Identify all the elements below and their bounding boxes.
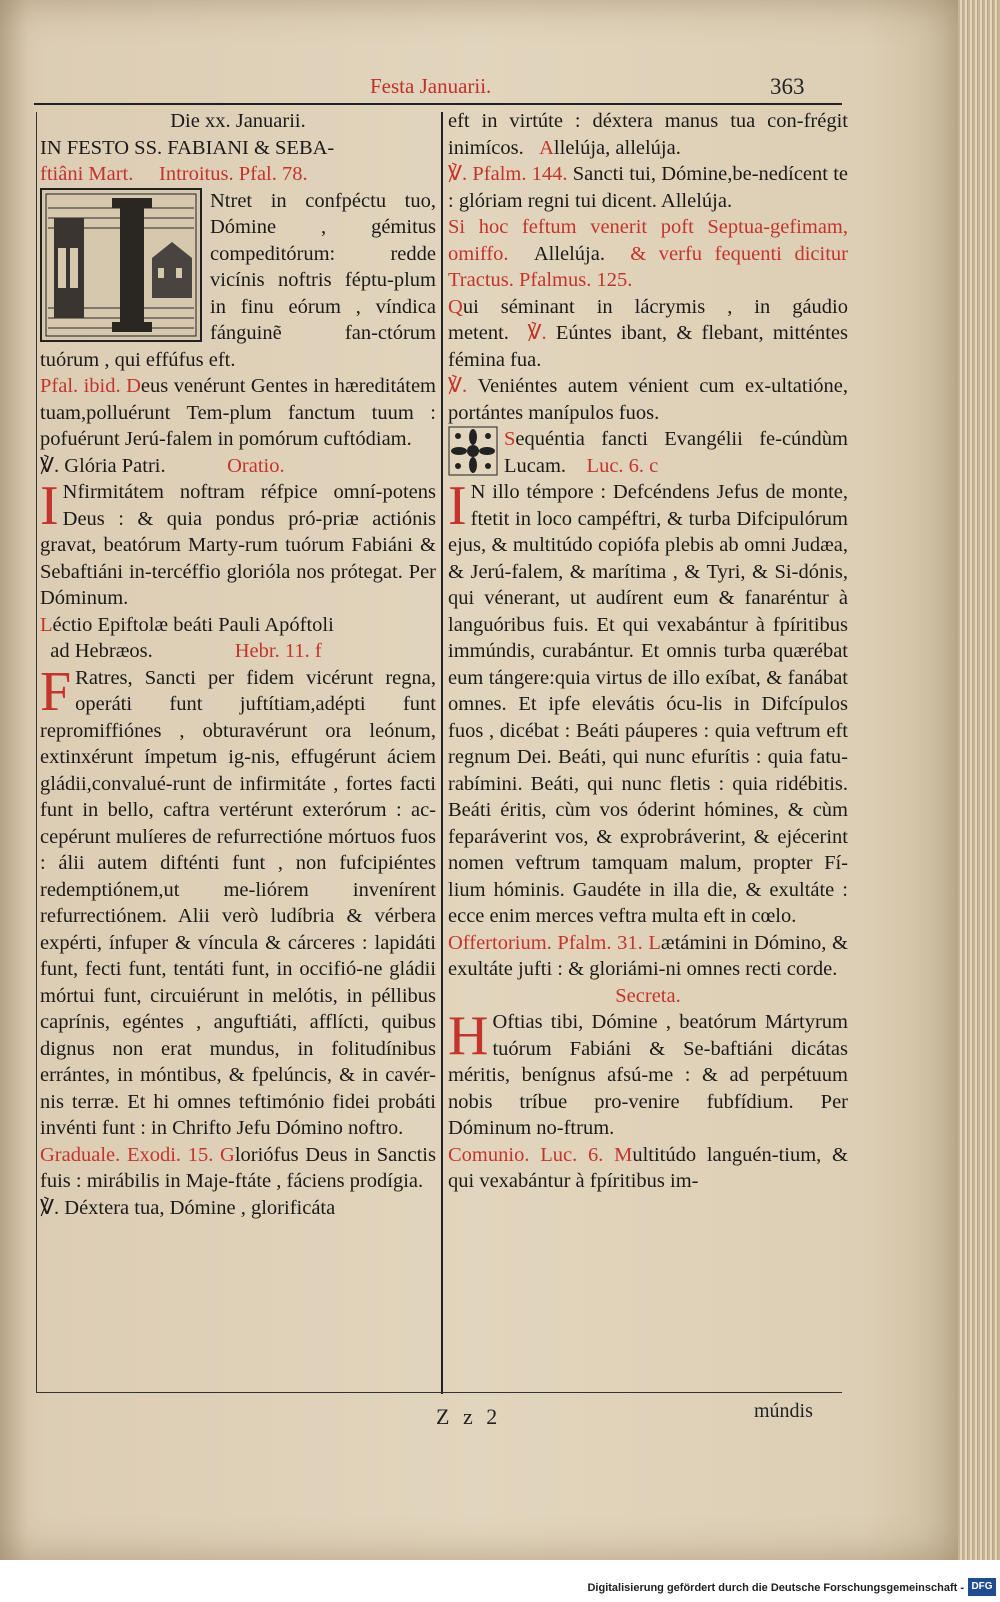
alleluia-line: eft in virtúte : déxtera manus tua con-frégit inimícos. Allelúja, allelúja. — [448, 110, 848, 159]
communio-text: Comunio. Luc. 6. Multitúdo languén-tium, & qui vexabántur à fpíritibus im- — [448, 1143, 848, 1192]
dfg-logo: DFG — [968, 1578, 996, 1596]
lectio-heading-cont: ad Hebræos. Hebr. 11. f — [50, 640, 322, 662]
running-head: Festa Januarii. — [370, 74, 492, 98]
page-edge — [958, 0, 1000, 1560]
psalm-verse: Pfal. ibid. Deus venérunt Gentes in hæreditátem tuam,polluérunt Tem-plum fanctum tuum : pofuérunt Jerú-falem in pomórum cuftódiam. — [40, 375, 437, 450]
offertorium-text: Offertorium. Pfalm. 31. Lætámini in Dómino, & exultáte jufti : & gloriámi-ni omnes recti corde. — [448, 931, 848, 980]
feast-title: IN FESTO SS. FABIANI & SEBA- — [40, 136, 335, 159]
feast-date: Die xx. Januarii. — [170, 110, 306, 132]
page-number: 363 — [770, 74, 805, 99]
gloria-line: ℣. Glória Patri. Oratio. — [40, 454, 285, 477]
lectio-heading: Léctio Epiftolæ beáti Pauli Apóftoli — [40, 613, 334, 636]
column-rule — [441, 112, 443, 1394]
psalm-144: ℣. Pfalm. 144. Sancti tui, Dómine,be-nedícent te : glóriam regni tui dicent. Allelúja. — [448, 163, 848, 212]
catchword: múndis — [754, 1400, 813, 1422]
top-rule — [34, 103, 842, 105]
right-column — [448, 108, 848, 1195]
left-border-rule — [36, 112, 37, 1392]
secreta-text: H Oftias tibi, Dómine , beatórum Mártyrum tuórum Fabiáni & Se-baftiáni dicátas méritis, benígnus afsú-me : & ad perpétuum nobis tríbue pro-venire fubfídium. Per Dóminum no-ftrum. — [448, 1005, 848, 1139]
graduale-text: Graduale. Exodi. 15. Gloriófus Deus in Sanctis fuis : mirábilis in Maje-ftáte , fáciens prodígia. — [40, 1143, 436, 1192]
secreta-heading: Secreta. — [615, 984, 681, 1007]
gospel-text: I N illo témpore : Defcéndens Jefus de monte, ftetit in loco campéftri, & turba Difcipulórum ejus, & multitúdo copiófa plebis ab omni Judæa, & Jerú-falem, & marítima , & Tyri, & Si-dónis, qui vénerant, ut audírent eum & fanaréntur à languóribus fuis. Et qui vexabántur à fpíritibus immúndis, curabántur. Et omnis turba quærébat eum tángere:quia virtus de illo exíbat, & fanábat omnes. Et ipfe elevátis ócu-lis in Difcípulos fuos , dicébat : Beáti páuperes : quia veftrum eft regnum Dei. Beáti, qui nunc efurítis : quia fatu-rabímini. Beáti, qui nunc fletis : quia ridébitis. Beáti éritis, cùm vos óderint hómines, & cùm feparáverint vos, & exprobráverint, & ejécerint nomen veftrum tamquam malum, propter Fí-lium hóminis. Gaudéte in illa die, & exultáte : ecce enim merces veftra multa eft in cœlo. — [448, 475, 848, 927]
signature-mark: Z z 2 — [436, 1404, 502, 1429]
epistle-text: F Ratres, Sancti per fidem vicérunt regna, operáti funt juftítiam,adépti funt repromiffiónes , obturavérunt ora leónum, extinxérunt ímpetum ig-nis, effugérunt áciem gládii,convalué-runt de infirmitáte , fortes facti funt in bello, caftra vertérunt exterórum : ac-cepérunt mulíeres de refurrectióne mórtuos fuos : álii autem difténti funt , non fufcipiéntes redemptiónem,ut me-liórem invenírent refurrectiónem. Alii verò ludíbria & vérbera expérti, ínfuper & víncula & cárceres : lapidáti funt, fecti funt, tentáti funt, in occifió-ne gládii mórtui funt, circuiérunt in melótis, in péllibus caprínis, egéntes , anguftiáti, afflícti, quibus dignus non erat mundus, in folitudínibus errántes, in móntibus, & fpelúncis, & in cavér-nis terræ. Et hi omnes teftimónio fidei probáti invénti funt : in Chrifto Jefu Dómino noftro. — [40, 660, 436, 1139]
footer-bar — [0, 1560, 1000, 1602]
bottom-rule — [36, 1392, 842, 1393]
feast-title-cont: ftiâni Mart. Introitus. Pfal. 78. — [40, 163, 308, 185]
left-column — [40, 108, 436, 1221]
rubric-septuagesima: Si hoc feftum venerit poft Septua-gefimam, omiffo. Allelúja. & verfu fequenti dicitur Tractus. Pfalmus. 125. — [448, 216, 848, 291]
oratio-text: I Nfirmitátem noftram réfpice omní-potens Deus : & quia pondus pró-priæ actiónis gravat, beatórum Marty-rum tuórum Fabiáni & Sebaftiáni in-tercéffio glorióla nos prótegat. Per Dóminum. — [40, 475, 436, 609]
introit-text: Ntret in confpéctu tuo, Dómine , gémitus compeditórum: redde vicínis noftris féptu-plum in finu eórum , víndica fánguinẽ fan-ctórum tuórum , qui effúfus eft. — [40, 189, 436, 371]
woodcut-initial-icon — [40, 188, 202, 342]
tractus-verse: ℣. Veniéntes autem vénient cum ex-ultatióne, portántes manípulos fuos. — [448, 375, 849, 424]
sequentia-heading: Sequéntia fancti Evangélii fe-cúndùm Lucam. Luc. 6. c — [448, 426, 848, 479]
ornament-flower-icon — [448, 426, 498, 476]
tractus-text: Qui séminant in lácrymis , in gáudio metent. ℣. Eúntes ibant, & flebant, mitténtes fémina fua. — [448, 295, 848, 371]
footer-credit: Digitalisierung gefördert durch die Deutsche Forschungsgemeinschaft - — [587, 1582, 964, 1594]
graduale-verse: ℣. Déxtera tua, Dómine , glorificáta — [40, 1196, 336, 1219]
